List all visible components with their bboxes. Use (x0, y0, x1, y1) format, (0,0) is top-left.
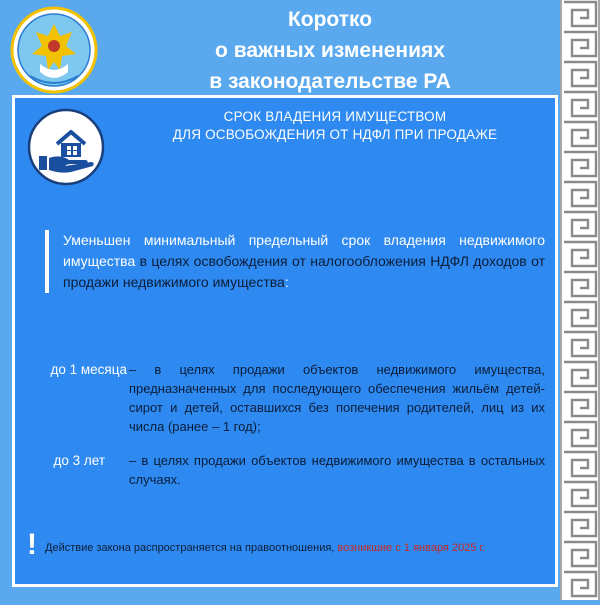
topic-title-line-1: СРОК ВЛАДЕНИЯ ИМУЩЕСТВОМ (223, 109, 447, 124)
topic-title-line-2: ДЛЯ ОСВОБОЖДЕНИЯ ОТ НДФЛ ПРИ ПРОДАЖЕ (172, 127, 498, 142)
header-title-line-2: о важных изменениях (215, 39, 445, 62)
term-description: – в целях продажи объектов недвижимого имущества, предназначенных для последующего обеспечения жильём детей-сирот и детей, оставшихся без попечения родителей, лиц из их числа (ранее – 1 год); (129, 362, 545, 434)
lead-part-1: Уменьшен минимальный предельный срок владения недвижимого имущества (63, 232, 545, 269)
term-label: до 3 лет (53, 453, 105, 468)
exclamation-icon: ! (27, 528, 37, 561)
lead-paragraph (45, 230, 545, 293)
header-title-line-1: Коротко (287, 8, 373, 31)
notice-main-text: Действие закона распространяется на правоотношения, (45, 542, 338, 554)
republic-emblem (10, 6, 98, 94)
term-description: – в целях продажи объектов недвижимого имущества в остальных случаях. (129, 453, 545, 487)
effective-date-notice (27, 528, 557, 568)
lead-part-3: : (284, 274, 289, 290)
term-label: до 1 месяца (50, 362, 127, 377)
topic-title (135, 108, 535, 144)
header-title (110, 4, 550, 97)
lead-part-2: в целях освобождения от налогообложения НДФЛ доходов от продажи недвижимого имущества (63, 253, 545, 290)
notice-text (45, 542, 485, 554)
house-in-hand-icon (27, 108, 105, 186)
greek-key-ornament (560, 0, 600, 600)
content-panel (12, 95, 558, 587)
header-title-line-3: в законодательстве РА (209, 70, 451, 93)
notice-highlight: возникшие с 1 января 2025 г. (337, 542, 486, 554)
